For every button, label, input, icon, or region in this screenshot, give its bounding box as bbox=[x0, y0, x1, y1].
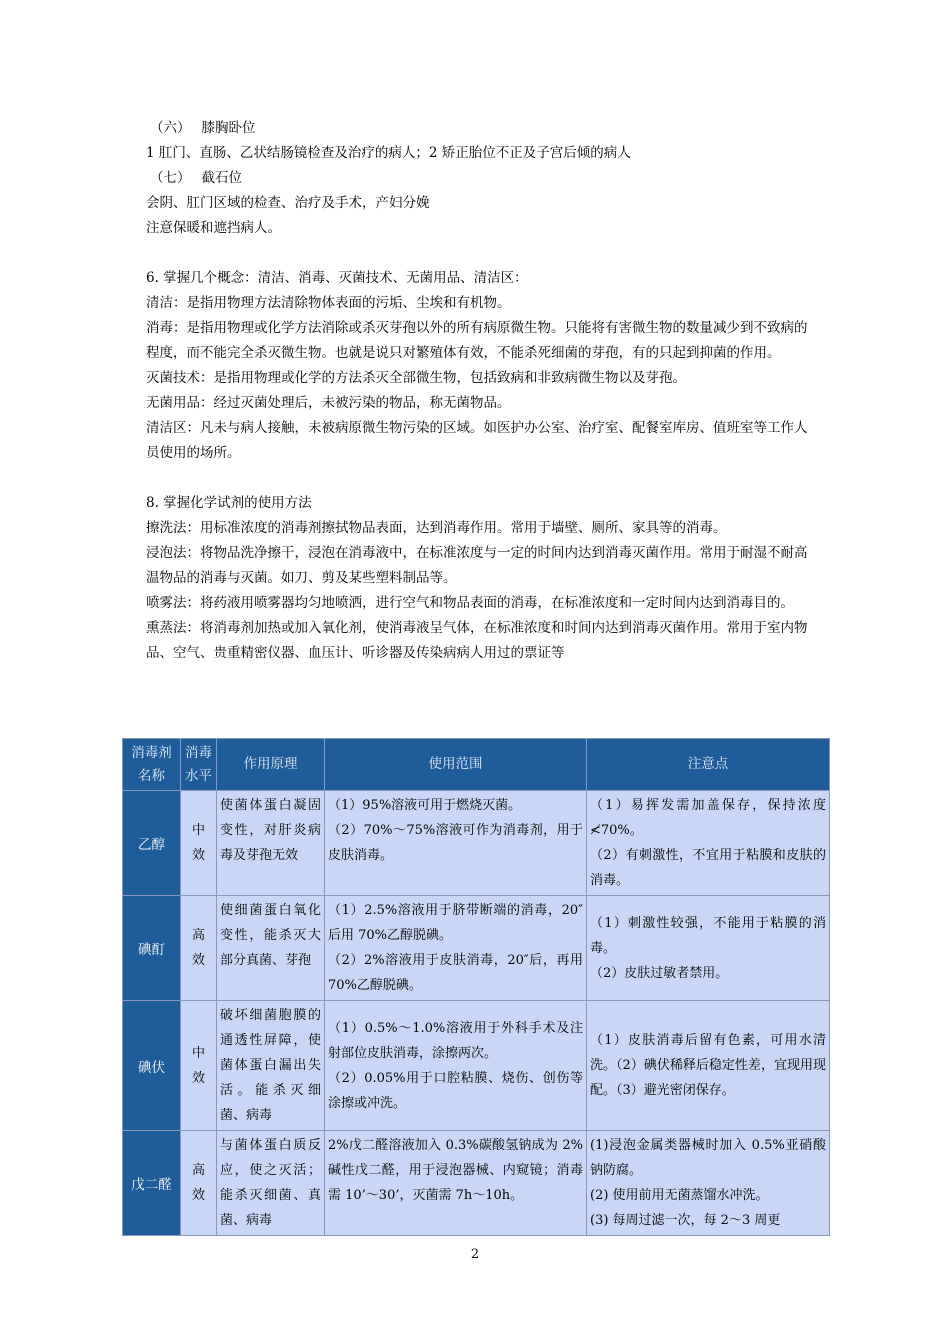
header-notes: 注意点 bbox=[587, 739, 830, 791]
section-heading-lithotomy: （七） 截石位 bbox=[150, 170, 243, 186]
row-name: 乙醇 bbox=[123, 791, 181, 896]
header-level: 消毒水平 bbox=[181, 739, 217, 791]
document-body bbox=[146, 116, 810, 666]
row-notes: （1）皮肤消毒后留有色素，可用水清洗。（2）碘伏稀释后稳定性差，宜现用现配。（3）避光密闭保存。 bbox=[587, 1001, 830, 1131]
row-name: 戊二醛 bbox=[123, 1131, 181, 1236]
paragraph: 喷雾法：将药液用喷雾器均匀地喷洒，进行空气和物品表面的消毒，在标准浓度和一定时间内达到消毒目的。 bbox=[146, 595, 794, 611]
paragraph: 熏蒸法：将消毒剂加热或加入氧化剂，使消毒液呈气体，在标准浓度和时间内达到消毒灭菌作用。常用于室内物品、空气、贵重精密仪器、血压计、听诊器及传染病病人用过的票证等 bbox=[146, 620, 808, 661]
row-notes: (1)浸泡金属类器械时加入 0.5%亚硝酸钠防腐。 (2) 使用前用无菌蒸馏水冲洗。 (3) 每周过滤一次，每 2～3 周更 bbox=[587, 1131, 830, 1236]
paragraph: 消毒：是指用物理或化学方法消除或杀灭芽孢以外的所有病原微生物。只能将有害微生物的数量减少到不致病的程度，而不能完全杀灭微生物。也就是说只对繁殖体有效，不能杀死细菌的芽孢，有的只起到抑菌的作用。 bbox=[146, 320, 808, 361]
row-principle: 使细菌蛋白氧化变性，能杀灭大部分真菌、芽孢 bbox=[217, 896, 325, 1001]
row-scope: 2%戊二醛溶液加入 0.3%碳酸氢钠成为 2%碱性戊二醛，用于浸泡器械、内窥镜；消毒需 10’～30’，灭菌需 7h～10h。 bbox=[325, 1131, 587, 1236]
table-row bbox=[123, 791, 830, 896]
header-principle: 作用原理 bbox=[217, 739, 325, 791]
page-number: 2 bbox=[470, 1247, 480, 1262]
header-scope: 使用范围 bbox=[325, 739, 587, 791]
row-notes: （1）易挥发需加盖保存，保持浓度≮70%。 （2）有刺激性，不宜用于粘膜和皮肤的消毒。 bbox=[587, 791, 830, 896]
paragraph: 灭菌技术：是指用物理或化学的方法杀灭全部微生物，包括致病和非致病微生物以及芽孢。 bbox=[146, 370, 686, 386]
disinfectant-table-container bbox=[122, 738, 829, 1236]
section-heading-chemical-methods: 8. 掌握化学试剂的使用方法 bbox=[146, 495, 312, 511]
paragraph: 1 肛门、直肠、乙状结肠镜检查及治疗的病人；2 矫正胎位不正及子宫后倾的病人 bbox=[146, 145, 631, 161]
row-level: 中 效 bbox=[181, 1001, 217, 1131]
row-scope: （1）0.5%～1.0%溶液用于外科手术及注射部位皮肤消毒，涂擦两次。 （2）0.05%用于口腔粘膜、烧伤、创伤等涂擦或冲洗。 bbox=[325, 1001, 587, 1131]
row-scope: （1）95%溶液可用于燃烧灭菌。 （2）70%～75%溶液可作为消毒剂，用于皮肤消毒。 bbox=[325, 791, 587, 896]
table-row bbox=[123, 1131, 830, 1236]
row-notes: （1）刺激性较强，不能用于粘膜的消毒。 （2）皮肤过敏者禁用。 bbox=[587, 896, 830, 1001]
paragraph: 清洁：是指用物理方法清除物体表面的污垢、尘埃和有机物。 bbox=[146, 295, 511, 311]
paragraph: 无菌用品：经过灭菌处理后，未被污染的物品，称无菌物品。 bbox=[146, 395, 511, 411]
table-row bbox=[123, 896, 830, 1001]
paragraph: 擦洗法：用标准浓度的消毒剂擦拭物品表面，达到消毒作用。常用于墙壁、厕所、家具等的消毒。 bbox=[146, 520, 727, 536]
row-level: 中 效 bbox=[181, 791, 217, 896]
row-name: 碘酊 bbox=[123, 896, 181, 1001]
row-principle: 破坏细菌胞膜的通透性屏障，使菌体蛋白漏出失活。能杀灭细菌、病毒 bbox=[217, 1001, 325, 1131]
row-level: 高 效 bbox=[181, 896, 217, 1001]
section-heading-concepts: 6. 掌握几个概念：清洁、消毒、灭菌技术、无菌用品、清洁区： bbox=[146, 270, 528, 286]
table-header-row bbox=[123, 739, 830, 791]
paragraph: 注意保暖和遮挡病人。 bbox=[146, 220, 281, 236]
row-principle: 使菌体蛋白凝固变性，对肝炎病毒及芽孢无效 bbox=[217, 791, 325, 896]
header-name: 消毒剂名称 bbox=[123, 739, 181, 791]
paragraph: 会阴、肛门区域的检查、治疗及手术，产妇分娩 bbox=[146, 195, 430, 211]
section-heading-knee-chest: （六） 膝胸卧位 bbox=[150, 120, 256, 136]
paragraph: 浸泡法：将物品洗净擦干，浸泡在消毒液中，在标准浓度与一定的时间内达到消毒灭菌作用。常用于耐湿不耐高温物品的消毒与灭菌。如刀、剪及某些塑料制品等。 bbox=[146, 545, 808, 586]
row-scope: （1）2.5%溶液用于脐带断端的消毒，20″后用 70%乙醇脱碘。 （2）2%溶液用于皮肤消毒，20″后，再用 70%乙醇脱碘。 bbox=[325, 896, 587, 1001]
paragraph: 清洁区：凡未与病人接触，未被病原微生物污染的区域。如医护办公室、治疗室、配餐室库房、值班室等工作人员使用的场所。 bbox=[146, 420, 808, 461]
row-name: 碘伏 bbox=[123, 1001, 181, 1131]
row-level: 高 效 bbox=[181, 1131, 217, 1236]
table-row bbox=[123, 1001, 830, 1131]
row-principle: 与菌体蛋白质反应，使之灭活；能杀灭细菌、真菌、病毒 bbox=[217, 1131, 325, 1236]
disinfectant-table bbox=[122, 738, 830, 1236]
